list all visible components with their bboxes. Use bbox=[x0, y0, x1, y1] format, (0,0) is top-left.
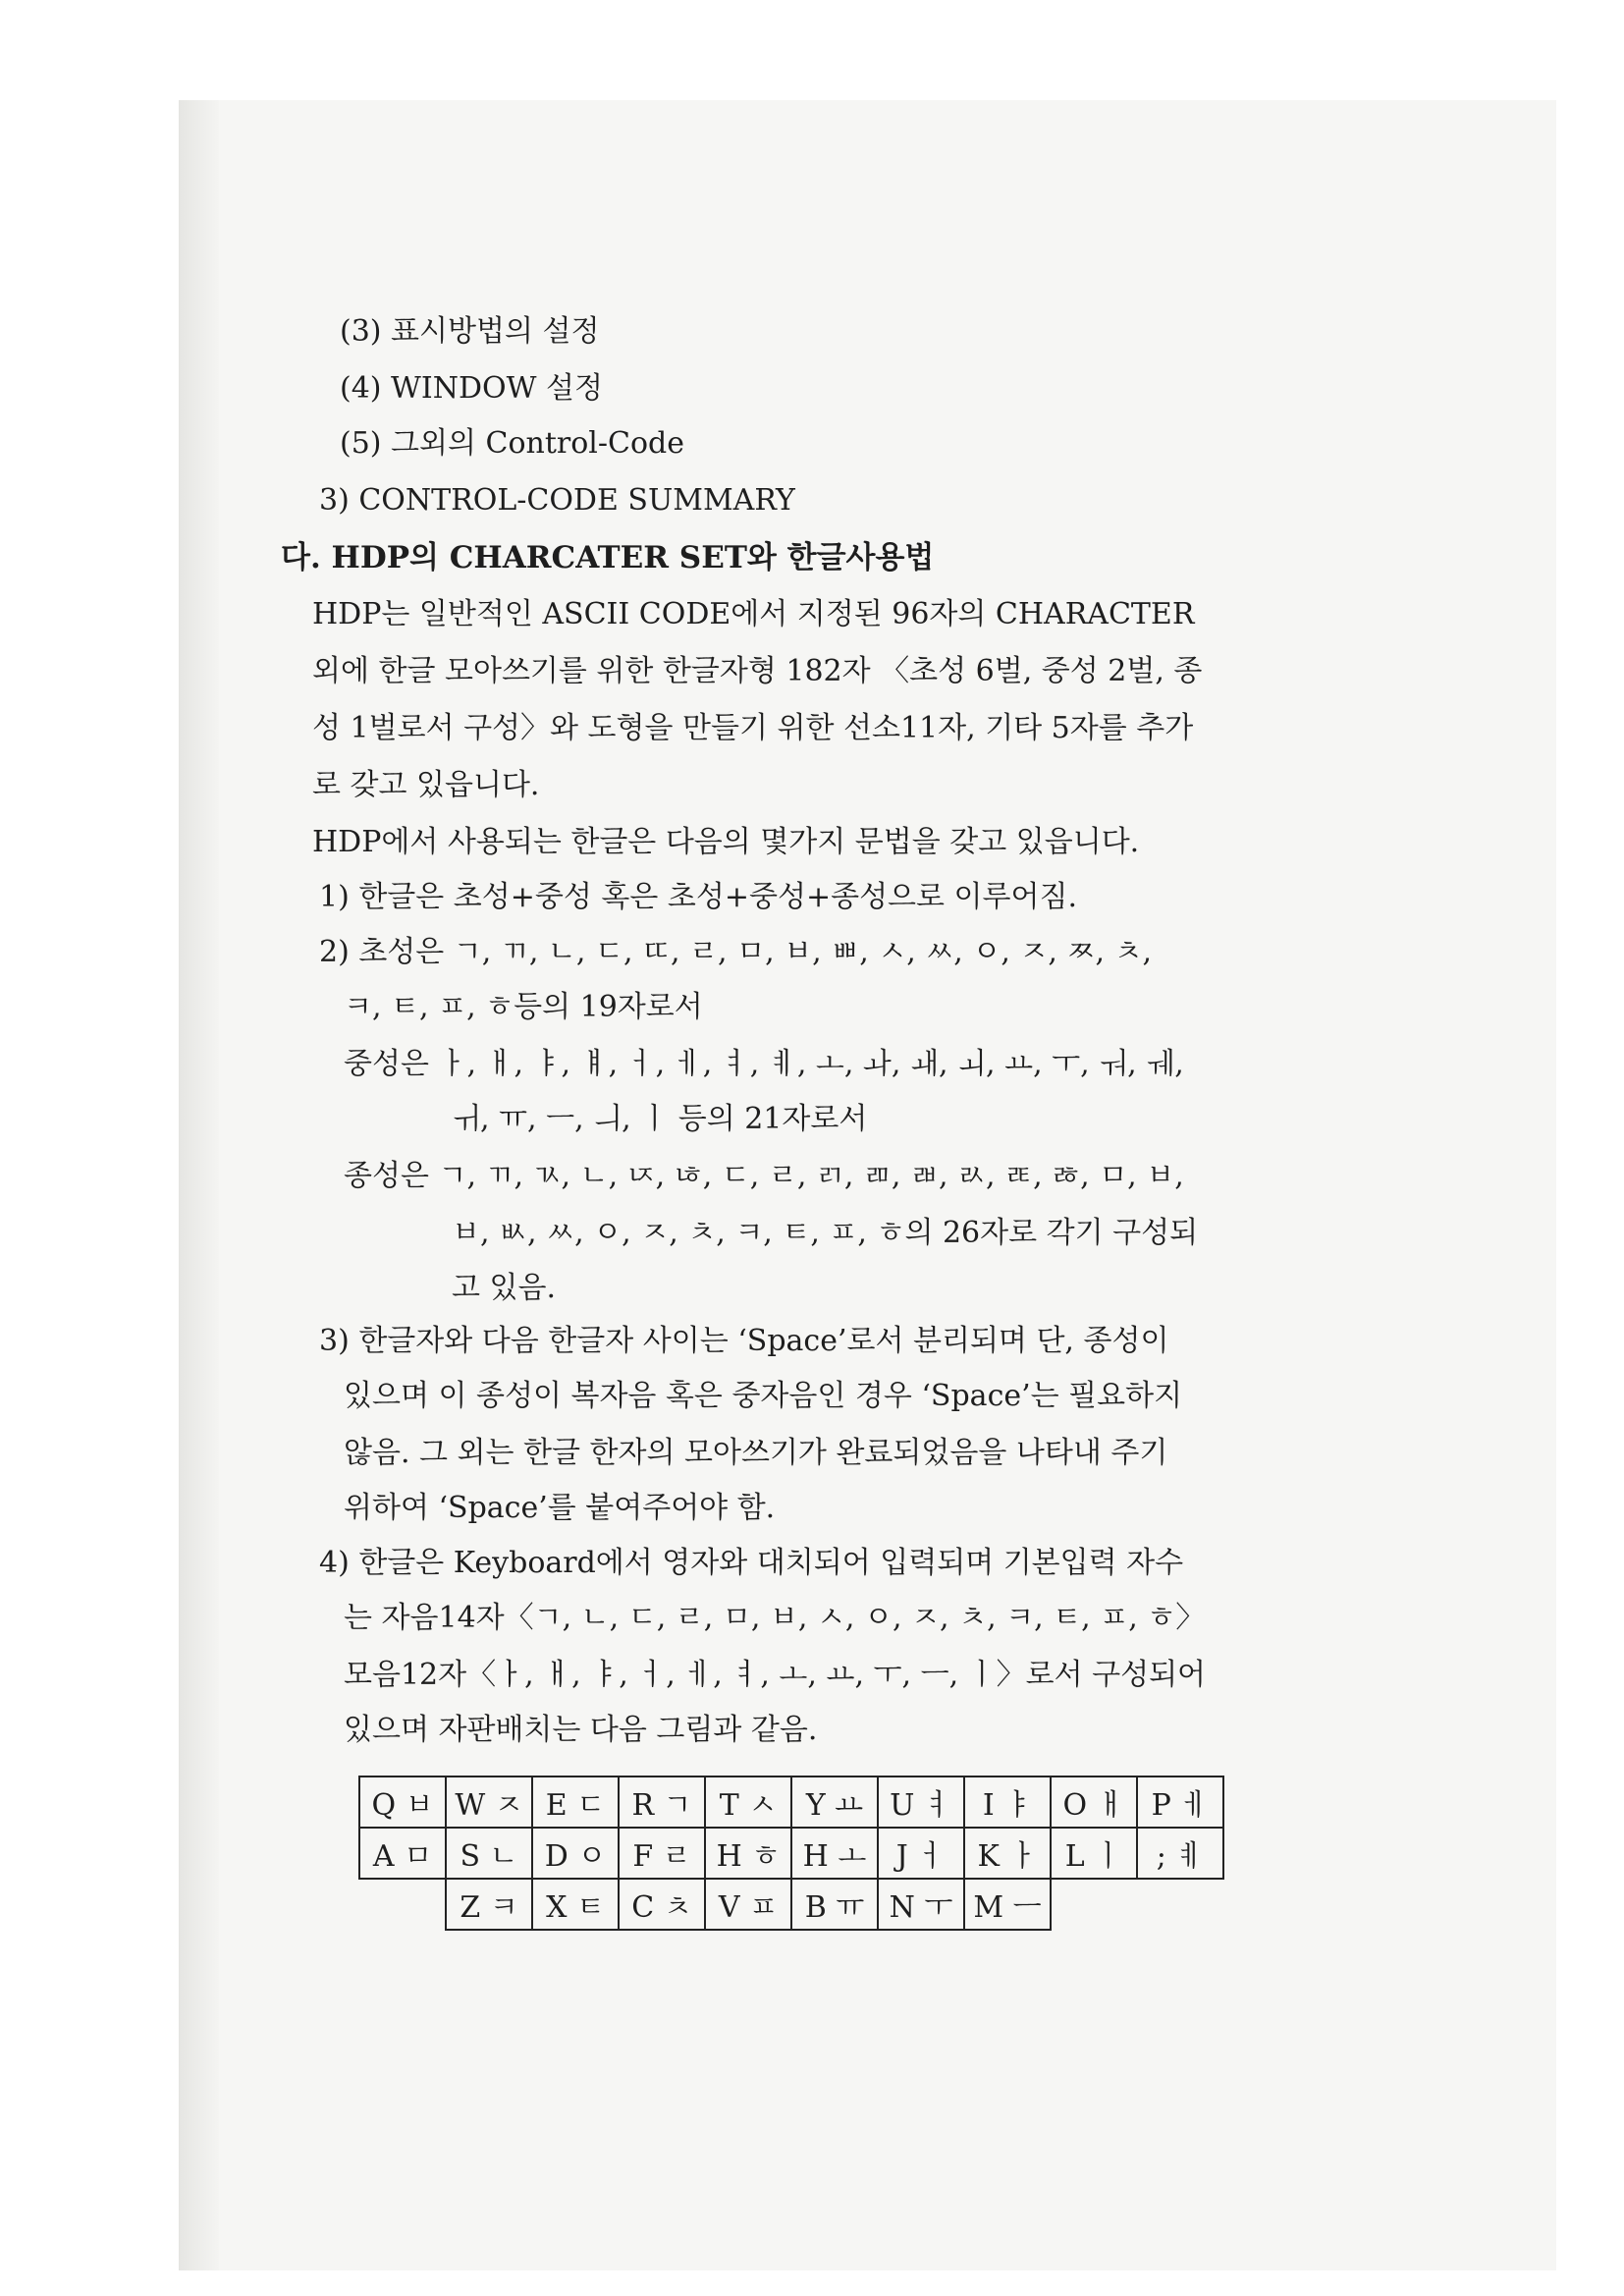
key-cell: E ㄷ bbox=[532, 1777, 619, 1828]
rule-4-cont: 있으며 자판배치는 다음 그림과 같음. bbox=[344, 1713, 818, 1747]
rule-2-final-cont: ㅂ, ㅄ, ㅆ, ㅇ, ㅈ, ㅊ, ㅋ, ㅌ, ㅍ, ㅎ의 26자로 각기 구성되 bbox=[452, 1216, 1199, 1250]
rule-2-medial: 중성은 ㅏ, ㅐ, ㅑ, ㅒ, ㅓ, ㅔ, ㅕ, ㅖ, ㅗ, ㅘ, ㅙ, ㅚ, ㅛ, ㅜ, ㅝ, ㅞ, bbox=[344, 1047, 1184, 1081]
key-cell: U ㅕ bbox=[878, 1777, 964, 1828]
key-cell: I ㅑ bbox=[964, 1777, 1051, 1828]
key-cell: Z ㅋ bbox=[446, 1879, 532, 1930]
key-cell: R ㄱ bbox=[619, 1777, 705, 1828]
key-cell: Q ㅂ bbox=[359, 1777, 446, 1828]
key-cell: D ㅇ bbox=[532, 1828, 619, 1879]
rule-3-cont: 위하여 ‘Space’를 붙여주어야 함. bbox=[344, 1491, 776, 1525]
rule-3-cont: 있으며 이 종성이 복자음 혹은 중자음인 경우 ‘Space’는 필요하지 bbox=[344, 1379, 1183, 1413]
rule-2-cont: ㅋ, ㅌ, ㅍ, ㅎ등의 19자로서 bbox=[344, 990, 703, 1024]
toc-item-5: (5) 그외의 Control-Code bbox=[340, 426, 685, 461]
key-cell: L ㅣ bbox=[1051, 1828, 1137, 1879]
key-cell: H ㅎ bbox=[705, 1828, 791, 1879]
key-cell: F ㄹ bbox=[619, 1828, 705, 1879]
paragraph-line: 로 갖고 있읍니다. bbox=[312, 768, 540, 802]
keyboard-row-3 bbox=[359, 1879, 1223, 1930]
rule-4-cont: 는 자음14자〈ㄱ, ㄴ, ㄷ, ㄹ, ㅁ, ㅂ, ㅅ, ㅇ, ㅈ, ㅊ, ㅋ, ㅌ, ㅍ, ㅎ〉 bbox=[344, 1601, 1206, 1635]
rule-1: 1) 한글은 초성+중성 혹은 초성+중성+종성으로 이루어짐. bbox=[319, 880, 1077, 914]
empty-cell bbox=[1051, 1879, 1137, 1930]
paragraph-line: HDP에서 사용되는 한글은 다음의 몇가지 문법을 갖고 있읍니다. bbox=[312, 825, 1140, 859]
rule-2: 2) 초성은 ㄱ, ㄲ, ㄴ, ㄷ, ㄸ, ㄹ, ㅁ, ㅂ, ㅃ, ㅅ, ㅆ, ㅇ, ㅈ, ㅉ, ㅊ, bbox=[319, 935, 1153, 969]
paper-fold bbox=[180, 100, 219, 2270]
rule-4: 4) 한글은 Keyboard에서 영자와 대치되어 입력되며 기본입력 자수 bbox=[319, 1546, 1184, 1580]
key-cell: Y ㅛ bbox=[791, 1777, 878, 1828]
key-cell: T ㅅ bbox=[705, 1777, 791, 1828]
key-cell: N ㅜ bbox=[878, 1879, 964, 1930]
toc-item-4: (4) WINDOW 설정 bbox=[340, 371, 603, 406]
toc-item-3: (3) 표시방법의 설정 bbox=[340, 314, 600, 349]
key-cell: C ㅊ bbox=[619, 1879, 705, 1930]
key-cell: W ㅈ bbox=[446, 1777, 532, 1828]
rule-2-medial-cont: ㅟ, ㅠ, ㅡ, ㅢ, ㅣ 등의 21자로서 bbox=[452, 1102, 868, 1136]
rule-4-cont: 모음12자〈ㅏ, ㅐ, ㅑ, ㅓ, ㅔ, ㅕ, ㅗ, ㅛ, ㅜ, ㅡ, ㅣ〉로서 구성되어 bbox=[344, 1658, 1207, 1692]
keyboard-row-1 bbox=[359, 1777, 1223, 1828]
key-cell: K ㅏ bbox=[964, 1828, 1051, 1879]
key-cell: J ㅓ bbox=[878, 1828, 964, 1879]
keyboard-layout-table bbox=[358, 1776, 1224, 1931]
rule-2-final: 종성은 ㄱ, ㄲ, ㄳ, ㄴ, ㄵ, ㄶ, ㄷ, ㄹ, ㄺ, ㄻ, ㄼ, ㄽ, ㄾ, ㅀ, ㅁ, ㅂ, bbox=[344, 1159, 1184, 1193]
empty-cell bbox=[359, 1879, 446, 1930]
key-cell: X ㅌ bbox=[532, 1879, 619, 1930]
rule-3-cont: 않음. 그 외는 한글 한자의 모아쓰기가 완료되었음을 나타내 주기 bbox=[344, 1436, 1168, 1470]
key-cell: P ㅔ bbox=[1137, 1777, 1223, 1828]
empty-cell bbox=[1137, 1879, 1223, 1930]
section-heading: 다. HDP의 CHARCATER SET와 한글사용법 bbox=[281, 540, 935, 575]
rule-2-final-cont: 고 있음. bbox=[452, 1271, 557, 1305]
keyboard-row-2 bbox=[359, 1828, 1223, 1879]
key-cell: M ㅡ bbox=[964, 1879, 1051, 1930]
key-cell: O ㅐ bbox=[1051, 1777, 1137, 1828]
key-cell: A ㅁ bbox=[359, 1828, 446, 1879]
toc-item-summary: 3) CONTROL-CODE SUMMARY bbox=[319, 483, 795, 518]
key-cell: H ㅗ bbox=[791, 1828, 878, 1879]
rule-3: 3) 한글자와 다음 한글자 사이는 ‘Space’로서 분리되며 단, 종성이 bbox=[319, 1324, 1169, 1358]
key-cell: S ㄴ bbox=[446, 1828, 532, 1879]
key-cell: V ㅍ bbox=[705, 1879, 791, 1930]
paragraph-line: 외에 한글 모아쓰기를 위한 한글자형 182자 〈초성 6벌, 중성 2벌, 종 bbox=[312, 654, 1203, 688]
key-cell: ; ㅖ bbox=[1137, 1828, 1223, 1879]
paragraph-line: 성 1벌로서 구성〉와 도형을 만들기 위한 선소11자, 기타 5자를 추가 bbox=[312, 711, 1194, 745]
paragraph-line: HDP는 일반적인 ASCII CODE에서 지정된 96자의 CHARACTER bbox=[312, 597, 1195, 631]
key-cell: B ㅠ bbox=[791, 1879, 878, 1930]
